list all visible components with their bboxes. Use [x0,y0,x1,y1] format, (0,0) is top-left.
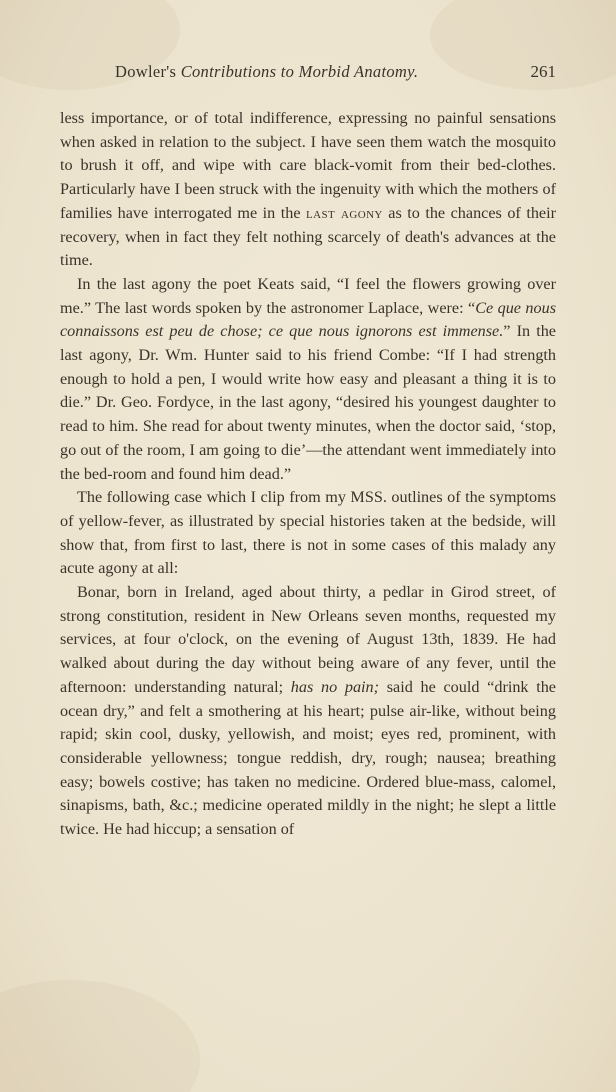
paragraph: In the last agony the poet Keats said, “I feel the flowers growing over me.” The last words spoken by the astronomer Laplace, were: “Ce que nous connaissons est peu de chose; ce que nous ignorons est immense.” In the last agony, Dr. Wm. Hunter said to his friend Combe: “If I had strength enough to hold a pen, I would write how easy and pleasant a thing it is to die.” Dr. Geo. Fordyce, in the last agony, “desired his youngest daughter to read to him. She read for about twenty minutes, when the doctor said, ‘stop, go out of the room, I am going to die’—the attendant went immediately into the bed-room and found him dead.” [60,274,557,483]
paragraph: The following case which I clip from my MSS. outlines of the symptoms of yellow-fever, as illustrated by special histories taken at the bedside, will show that, from first to last, there is not in some cases of this malady any acute agony at all: [60,488,556,578]
paragraph: less importance, or of total indifference, expressing no painful sensations when asked in relation to the subject. I have seen them watch the mosquito to brush it off, and wipe with care black-vomit from their bed-clothes. Particularly have I been struck with the ingenuity with which the mothers of families have interrogated me in the last agony as to the chances of their recovery, when in fact they felt nothing scarcely of death's advances at the time. [60,109,556,270]
running-title [115,60,418,84]
paper-stain [0,980,200,1092]
small-caps-text: last agony [306,203,383,222]
body-text [60,107,556,842]
french-quote: Ce que nous connaissons est peu de chose; ce que nous ignorons est immense. [60,298,557,341]
running-header [60,60,556,84]
running-title-italic: Contributions to Morbid Anatomy. [180,62,419,81]
paragraph: Bonar, born in Ireland, aged about thirty, a pedlar in Girod street, of strong constitution, resident in New Orleans seven months, requested my services, at four o'clock, on the evening of August 13th, 1839. He had walked about during the day without being aware of any fever, until the afternoon: understanding natural; has no pain; said he could “drink the ocean dry,” and felt a smothering at his heart; pulse air-like, without being rapid; skin cool, dusky, yellowish, and moist; eyes red, prominent, with considerable yellowness; tongue reddish, dry, rough; nausea; breathing easy; bowels costive; has taken no medicine. Ordered blue-mass, calomel, sinapisms, bath, &c.; medicine operated mildly in the night; he slept a little twice. He had hiccup; a sensation of [60,583,556,839]
italic-phrase: has no pain; [290,677,380,696]
running-title-prefix: Dowler's [115,62,181,81]
page-number: 261 [530,62,556,81]
